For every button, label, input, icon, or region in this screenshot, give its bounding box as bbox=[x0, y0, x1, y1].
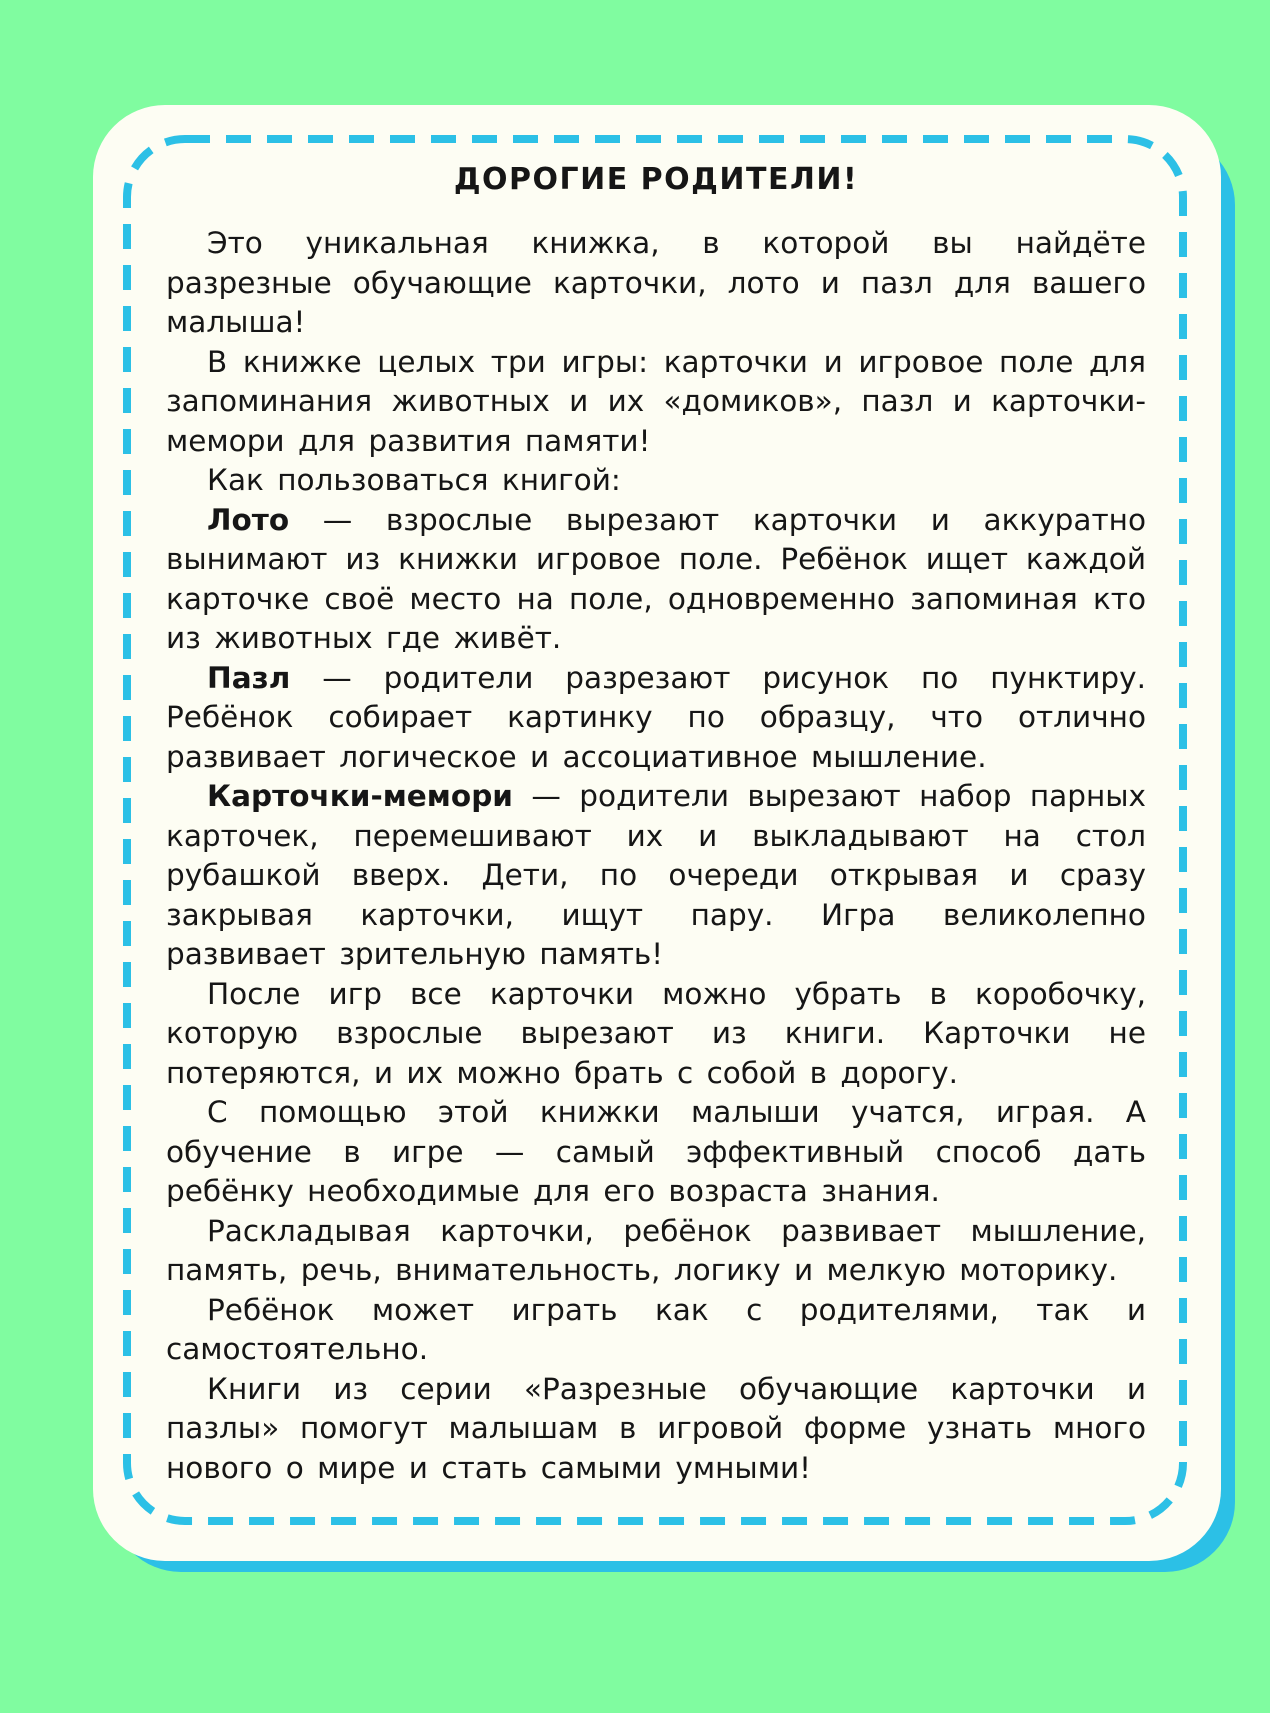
page-title: ДОРОГИЕ РОДИТЕЛИ! bbox=[453, 162, 859, 197]
paragraph-three-games: В книжке целых три игры: карточки и игровое поле для запоминания животных и их «домиков», пазл и карточки-мемори для развития памяти! bbox=[166, 344, 1146, 458]
paragraph-independent: Ребёнок может играть как с родителями, так и самостоятельно. bbox=[166, 1292, 1146, 1366]
paragraph-loto bbox=[166, 501, 1146, 659]
text-loto: — взрослые вырезают карточки и аккуратно вынимают из книжки игровое поле. Ребёнок ищет каждой карточке своё место на поле, одновременно запоминая кто из животных где живёт. bbox=[166, 502, 1146, 655]
paragraph-series: Книги из серии «Разрезные обучающие карточки и пазлы» помогут малышам в игровой форме узнать много нового о мире и стать самыми умными! bbox=[166, 1371, 1146, 1485]
paragraph-puzzle bbox=[166, 659, 1146, 778]
letter-content bbox=[166, 160, 1146, 1488]
term-loto: Лото bbox=[207, 502, 290, 537]
paragraph-skills: Раскладывая карточки, ребёнок развивает мышление, память, речь, внимательность, логику и мелкую моторику. bbox=[166, 1213, 1146, 1287]
text-puzzle: — родители разрезают рисунок по пунктиру. Ребёнок собирает картинку по образцу, что отлично развивает логическое и ассоциативное мышление. bbox=[166, 660, 1146, 774]
paragraph-how-to-use: Как пользоваться книгой: bbox=[207, 463, 621, 497]
paragraph-after-games: После игр все карточки можно убрать в коробочку, которую взрослые вырезают из книги. Карточки не потеряются, и их можно брать с собой в дорогу. bbox=[166, 976, 1146, 1090]
term-puzzle: Пазл bbox=[207, 660, 291, 695]
term-memory: Карточки-мемори bbox=[207, 779, 513, 813]
paragraph-memory bbox=[166, 777, 1146, 975]
text-memory: — родители вырезают набор парных карточек, перемешивают их и выкладывают на стол рубашкой вверх. Дети, по очереди открывая и сразу закрывая карточки, ищут пару. Игра великолепно развивает зрительную память! bbox=[166, 779, 1146, 971]
paragraph-learning: С помощью этой книжки малыши учатся, играя. А обучение в игре — самый эффективный способ дать ребёнку необходимые для его возраста знания. bbox=[166, 1095, 1146, 1208]
paragraph-intro: Это уникальная книжка, в которой вы найдёте разрезные обучающие карточки, лото и пазл для вашего малыша! bbox=[166, 226, 1146, 339]
